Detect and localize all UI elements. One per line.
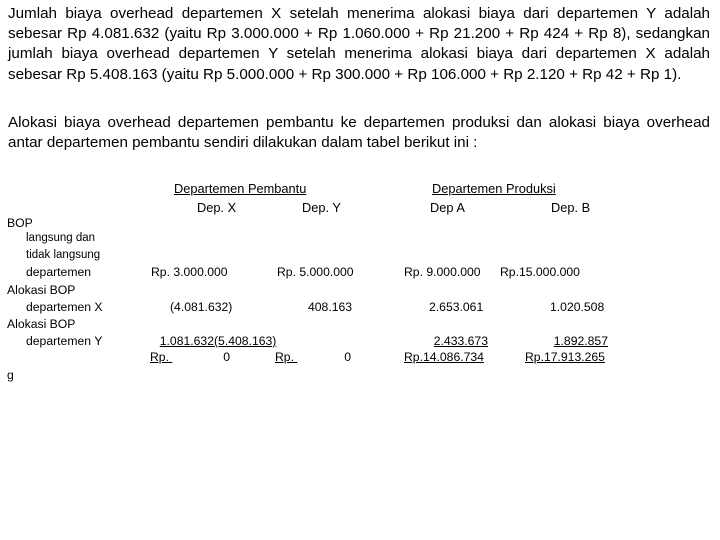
cell-alokasi-x-dep-b: 1.020.508 bbox=[550, 300, 605, 314]
header-departemen-produksi: Departemen Produksi bbox=[432, 181, 556, 196]
cell-total-dep-y-value: 0 bbox=[344, 350, 351, 364]
paragraph-2: Alokasi biaya overhead departemen pembantu ke departemen produksi dan alokasi biaya overhead antar departemen pembantu sendiri dilakukan dalam tabel berikut ini : bbox=[8, 114, 710, 152]
cell-alokasi-x-dep-x: (4.081.632) bbox=[170, 300, 233, 314]
cell-alokasi-y-dep-y: (5.408.163) bbox=[214, 334, 277, 348]
cell-alokasi-y-dep-x: 1.081.632 bbox=[159, 334, 214, 348]
column-dep-a: Dep A bbox=[430, 200, 465, 215]
row-label-alokasi-y: Alokasi BOP bbox=[7, 317, 76, 331]
stray-character: g bbox=[7, 368, 14, 382]
row-label-bop-sub-2: tidak langsung bbox=[26, 249, 101, 261]
cell-total-dep-x-prefix: Rp. bbox=[150, 350, 169, 364]
cell-total-dep-y bbox=[275, 350, 353, 364]
cell-bop-dep-b: Rp.15.000.000 bbox=[500, 265, 580, 279]
header-departemen-pembantu: Departemen Pembantu bbox=[174, 181, 307, 196]
row-label-alokasi-x-sub: departemen X bbox=[26, 300, 103, 314]
cell-total-dep-x-value: 0 bbox=[223, 350, 230, 364]
paragraph-1: Jumlah biaya overhead departemen X setelah menerima alokasi biaya dari departemen Y adalah sebesar Rp 4.081.632 (yaitu Rp 3.000.000 + Rp 1.060.000 + Rp 21.200 + Rp 424 + Rp 8), sedangkan jumlah biaya overhead departemen Y setelah menerima alokasi biaya dari departemen X adalah sebesar Rp 5.408.163 (yaitu Rp 5.000.000 + Rp 300.000 + Rp 106.000 + Rp 2.120 + Rp 42 + Rp 1). bbox=[8, 5, 710, 83]
cell-alokasi-y-dep-a: 2.433.673 bbox=[433, 334, 488, 348]
cell-bop-dep-y: Rp. 5.000.000 bbox=[277, 265, 354, 279]
cell-total-dep-x bbox=[150, 350, 232, 364]
row-label-bop-sub-1: langsung dan bbox=[26, 232, 96, 244]
cell-total-dep-a: Rp.14.086.734 bbox=[404, 350, 484, 364]
column-dep-x: Dep. X bbox=[197, 200, 237, 215]
row-label-bop-sub-3: departemen bbox=[26, 265, 92, 279]
cell-total-dep-b: Rp.17.913.265 bbox=[525, 350, 605, 364]
row-label-alokasi-y-sub: departemen Y bbox=[26, 334, 103, 348]
cell-bop-dep-x: Rp. 3.000.000 bbox=[151, 265, 228, 279]
column-dep-y: Dep. Y bbox=[302, 200, 341, 215]
cell-bop-dep-a: Rp. 9.000.000 bbox=[404, 265, 481, 279]
row-label-bop: BOP bbox=[7, 216, 33, 230]
cell-alokasi-x-dep-a: 2.653.061 bbox=[429, 300, 484, 314]
column-dep-b: Dep. B bbox=[551, 200, 591, 215]
cell-alokasi-y-dep-b: 1.892.857 bbox=[553, 334, 608, 348]
row-label-alokasi-x: Alokasi BOP bbox=[7, 283, 76, 297]
cell-total-dep-y-prefix: Rp. bbox=[275, 350, 294, 364]
cell-alokasi-x-dep-y: 408.163 bbox=[308, 300, 353, 314]
